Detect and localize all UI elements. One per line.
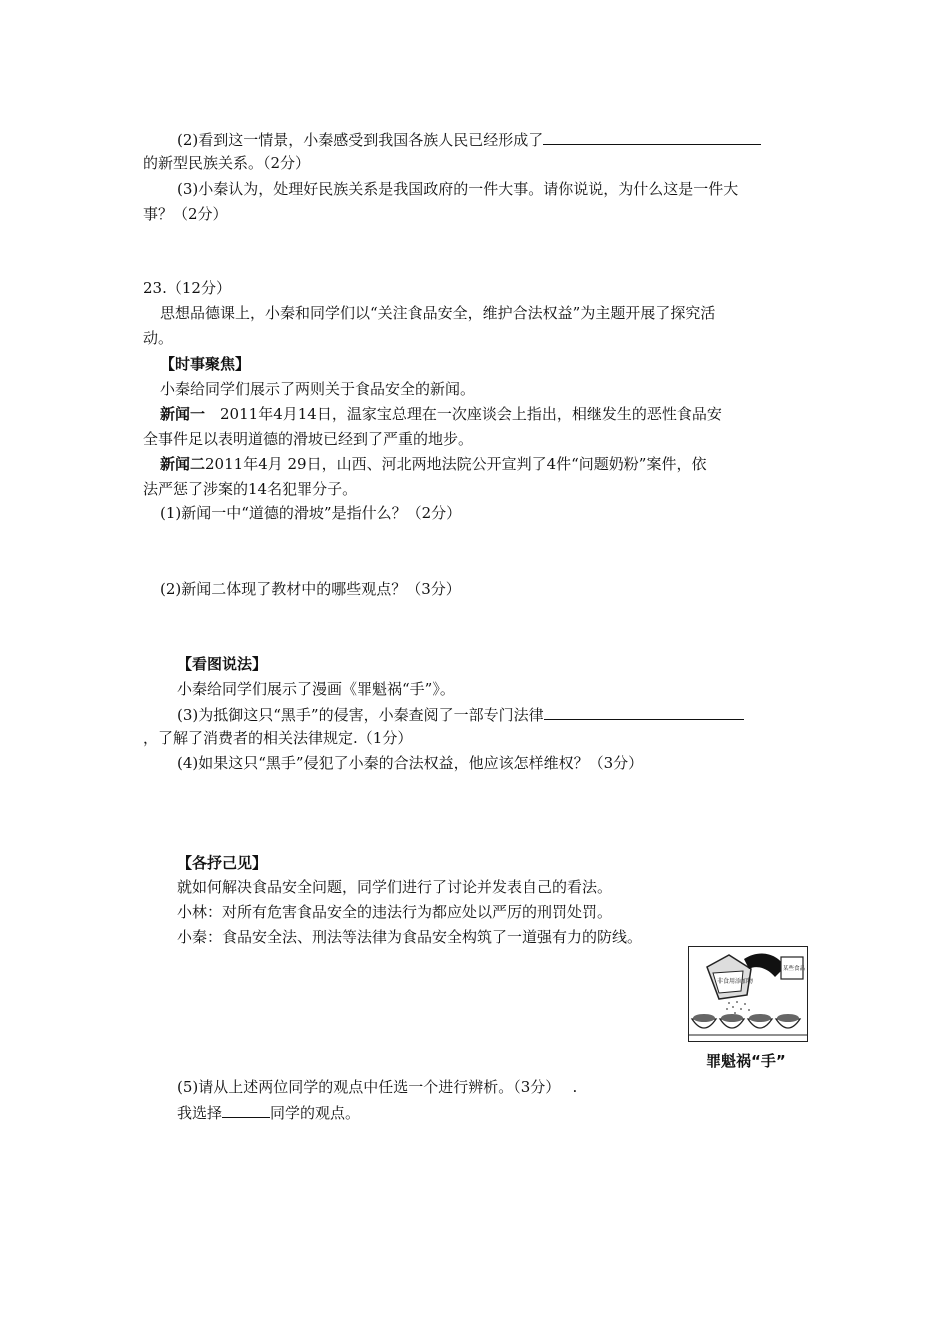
news-one-cont: 全事件足以表明道德的滑坡已经到了严重的地步。 <box>143 430 474 448</box>
news-two <box>160 454 706 474</box>
choice-line <box>177 1102 360 1123</box>
question-2: (2)新闻二体现了教材中的哪些观点？（3分） <box>160 580 461 598</box>
answer-blank[interactable] <box>544 704 744 720</box>
news-two-label: 新闻二 <box>160 455 206 473</box>
q22-part2 <box>177 129 761 150</box>
question-4: (4)如果这只“黑手”侵犯了小秦的合法权益，他应该怎样维权？（3分） <box>177 754 644 772</box>
choice-prefix: 我选择 <box>177 1104 223 1122</box>
cartoon-drawing <box>689 947 807 1041</box>
q23-intro-cont: 动。 <box>143 329 174 347</box>
cartoon-image <box>688 946 808 1042</box>
question-3-text: (3)为抵御这只“黑手”的侵害，小秦查阅了一部专门法律 <box>177 706 544 724</box>
q22-part2-text: (2)看到这一情景，小秦感受到我国各族人民已经形成了 <box>177 131 544 149</box>
section-title-opinions: 【各抒己见】 <box>177 854 268 872</box>
answer-blank[interactable] <box>222 1102 270 1118</box>
bag-label: 非食用添加物 <box>717 978 754 985</box>
q22-part2-cont: 的新型民族关系。（2分） <box>143 154 311 172</box>
sign-label: 某些食品 <box>783 966 806 972</box>
news-one <box>160 404 722 424</box>
news-two-text: 2011年4月 29日，山西、河北两地法院公开宣判了4件“问题奶粉”案件，依 <box>205 455 707 473</box>
section-title-cartoon: 【看图说法】 <box>177 655 268 673</box>
choice-suffix: 同学的观点。 <box>270 1104 361 1122</box>
answer-blank[interactable] <box>543 129 761 145</box>
opinions-intro: 就如何解决食品安全问题，同学们进行了讨论并发表自己的看法。 <box>177 878 613 896</box>
opinion-xiaoqin: 小秦：食品安全法、刑法等法律为食品安全构筑了一道强有力的防线。 <box>177 928 643 946</box>
news-intro: 小秦给同学们展示了两则关于食品安全的新闻。 <box>160 380 476 398</box>
section-title-news: 【时事聚焦】 <box>160 355 251 373</box>
news-one-text: 2011年4月14日，温家宝总理在一次座谈会上指出，相继发生的恶性食品安 <box>205 405 722 423</box>
cartoon-intro: 小秦给同学们展示了漫画《罪魁祸“手”》。 <box>177 680 455 698</box>
news-one-label: 新闻一 <box>160 405 206 423</box>
q23-intro: 思想品德课上，小秦和同学们以“关注食品安全，维护合法权益”为主题开展了探究活 <box>160 304 716 322</box>
question-5: (5)请从上述两位同学的观点中任选一个进行辨析。（3分） . <box>177 1078 578 1096</box>
news-two-cont: 法严惩了涉案的14名犯罪分子。 <box>143 480 358 498</box>
question-3-cont: ，了解了消费者的相关法律规定.（1分） <box>143 729 413 747</box>
cartoon-caption: 罪魁祸“手” <box>706 1052 786 1070</box>
q22-part3: (3)小秦认为，处理好民族关系是我国政府的一件大事。请你说说，为什么这是一件大 <box>177 180 739 198</box>
q22-part3-cont: 事？（2分） <box>143 205 228 223</box>
opinion-xiaolin: 小林：对所有危害食品安全的违法行为都应处以严厉的刑罚处罚。 <box>177 903 613 921</box>
question-3 <box>177 704 744 725</box>
q23-number: 23.（12分） <box>143 279 231 297</box>
question-1: (1)新闻一中“道德的滑坡”是指什么？（2分） <box>160 504 462 522</box>
